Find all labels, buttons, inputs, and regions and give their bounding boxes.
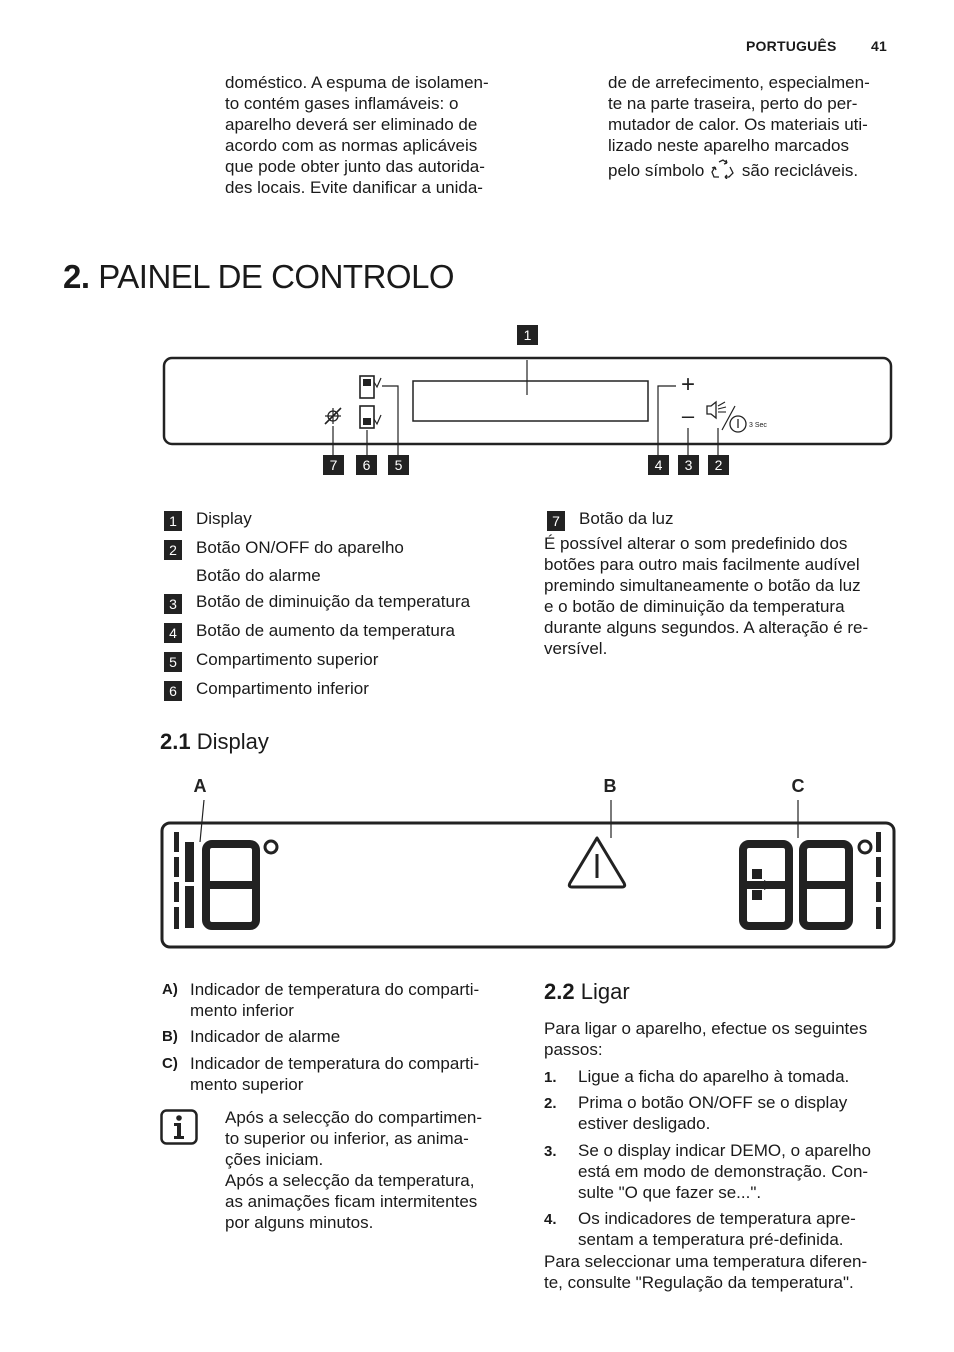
text-line: Os indicadores de temperatura apre-: [578, 1209, 856, 1228]
minus-symbol: –: [681, 403, 695, 428]
step-text: [578, 1140, 871, 1203]
text-line: botões para outro mais facilmente audível: [544, 555, 860, 574]
text-line: aparelho deverá ser eliminado de: [225, 115, 478, 134]
ligar-steps: [544, 0, 944, 1352]
text-line: te, consulte "Regulação da temperatura".: [544, 1273, 854, 1292]
text-line: Após a selecção do compartimen-: [225, 1108, 483, 1127]
callout-number: 6: [362, 457, 371, 473]
step-text: [578, 1092, 847, 1134]
info-icon: [160, 1109, 198, 1145]
text-line: Para ligar o aparelho, efectue os seguintes: [544, 1019, 868, 1038]
callout-number: 4: [654, 457, 663, 473]
text-line: doméstico. A espuma de isolamen-: [225, 73, 489, 92]
text-line: to contém gases inflamáveis: o: [225, 94, 459, 113]
text-line: to superior ou inferior, as anima-: [225, 1129, 469, 1148]
plus-symbol: +: [680, 371, 696, 398]
text-line: por alguns minutos.: [225, 1213, 374, 1232]
info-note-text: [225, 1107, 482, 1233]
legend-label: Compartimento inferior: [196, 679, 369, 698]
step-number: 2.: [544, 1095, 557, 1112]
step-text: [578, 1066, 849, 1087]
legend-label: Compartimento superior: [196, 650, 379, 669]
legend-label: Botão do alarme: [196, 566, 321, 585]
lower-temp-digit-eight: [206, 844, 256, 926]
callout-number: 1: [523, 327, 532, 343]
indicator-text: [190, 1026, 340, 1047]
degree-symbol: [265, 841, 277, 853]
subsection-number: 2.1: [160, 729, 191, 754]
text-line: e o botão de diminuição da temperatura: [544, 597, 845, 616]
step-number: 1.: [544, 1069, 557, 1086]
callout-number: 7: [329, 457, 338, 473]
text-line: passos:: [544, 1040, 603, 1059]
upper-compartment-icon: [360, 376, 381, 398]
legend-label: Botão da luz: [579, 509, 674, 528]
subsection-title-text: Ligar: [580, 979, 630, 1004]
callout-number: 5: [394, 457, 403, 473]
text-line: Prima o botão ON/OFF se o display: [578, 1093, 848, 1112]
text-line: durante alguns segundos. A alteração é re-: [544, 618, 869, 637]
legend-badge: 5: [164, 652, 182, 672]
section-number: 2.: [63, 258, 90, 295]
legend-label: Display: [196, 509, 252, 528]
left-animation-bars: [174, 832, 179, 929]
text-line: Ligue a ficha do aparelho à tomada.: [578, 1067, 850, 1086]
indicator-key: B): [162, 1028, 178, 1045]
text-line: sulte "O que fazer se...".: [578, 1183, 762, 1202]
header-language: PORTUGUÊS: [746, 38, 837, 54]
legend-label: Botão ON/OFF do aparelho: [196, 538, 404, 557]
subsection-title-display: [160, 729, 269, 755]
subsection-title-text: Display: [196, 729, 269, 754]
text-line: está em modo de demonstração. Con-: [578, 1162, 869, 1181]
subsection-number: 2.2: [544, 979, 575, 1004]
text-line: É possível alterar o som predefinido dos: [544, 534, 848, 553]
indicator-key: C): [162, 1055, 178, 1072]
section-title: [63, 258, 454, 296]
text-line: Indicador de temperatura do comparti-: [190, 980, 480, 999]
display-label-a: A: [193, 776, 207, 796]
text-line: Se o display indicar DEMO, o aparelho: [578, 1141, 871, 1160]
text-line: Após a selecção da temperatura,: [225, 1171, 475, 1190]
legend-badge: 1: [164, 511, 182, 531]
text-line: mutador de calor. Os materiais uti-: [608, 115, 868, 134]
text-line: as animações ficam intermitentes: [225, 1192, 478, 1211]
indicator-text: [190, 979, 479, 1021]
legend-badge: 4: [164, 623, 182, 643]
text-line: que pode obter junto das autorida-: [225, 157, 485, 176]
indicator-key: A): [162, 981, 178, 998]
text-line: lizado neste aparelho marcados: [608, 136, 849, 155]
light-off-icon: [325, 408, 341, 424]
text-fragment: pelo símbolo: [608, 161, 705, 180]
lower-compartment-icon: [360, 406, 381, 428]
legend-label: Botão de aumento da temperatura: [196, 621, 455, 640]
legend-badge: 3: [164, 594, 182, 614]
text-line: des locais. Evite danificar a unida-: [225, 178, 483, 197]
text-line: acordo com as normas aplicáveis: [225, 136, 478, 155]
text-line: de de arrefecimento, especialmen-: [608, 73, 870, 92]
step-text: [578, 1208, 856, 1250]
display-label-b: B: [603, 776, 617, 796]
legend-badge: 6: [164, 681, 182, 701]
text-line: sentam a temperatura pré-definida.: [578, 1230, 844, 1249]
text-line: estiver desligado.: [578, 1114, 711, 1133]
text-line: te na parte traseira, perto do per-: [608, 94, 858, 113]
legend-label: Botão de diminuição da temperatura: [196, 592, 471, 611]
text-line: Indicador de temperatura do comparti-: [190, 1054, 480, 1073]
text-fragment: são recicláveis.: [741, 161, 859, 180]
legend-badge: 7: [547, 511, 565, 531]
text-line: versível.: [544, 639, 608, 658]
display-label-c: C: [791, 776, 805, 796]
ligar-outro: [544, 1251, 867, 1293]
legend-badge: 2: [164, 540, 182, 560]
callout-number: 2: [714, 457, 723, 473]
step-number: 3.: [544, 1143, 557, 1160]
text-line: premindo simultaneamente o botão da luz: [544, 576, 861, 595]
indicator-text: [190, 1053, 479, 1095]
three-sec-label: 3 Sec: [749, 422, 767, 429]
callout-number: 3: [684, 457, 693, 473]
section-title-text: PAINEL DE CONTROLO: [98, 258, 455, 295]
text-line: ções iniciam.: [225, 1150, 324, 1169]
step-number: 4.: [544, 1211, 557, 1228]
text-line: Para seleccionar uma temperatura diferen-: [544, 1252, 868, 1271]
text-line: mento inferior: [190, 1001, 294, 1020]
text-line: mento superior: [190, 1075, 304, 1094]
lower-temp-digit-one: [185, 842, 194, 928]
text-line: Indicador de alarme: [190, 1027, 341, 1046]
intro-left-column: [225, 72, 489, 198]
page-number: 41: [871, 38, 887, 54]
